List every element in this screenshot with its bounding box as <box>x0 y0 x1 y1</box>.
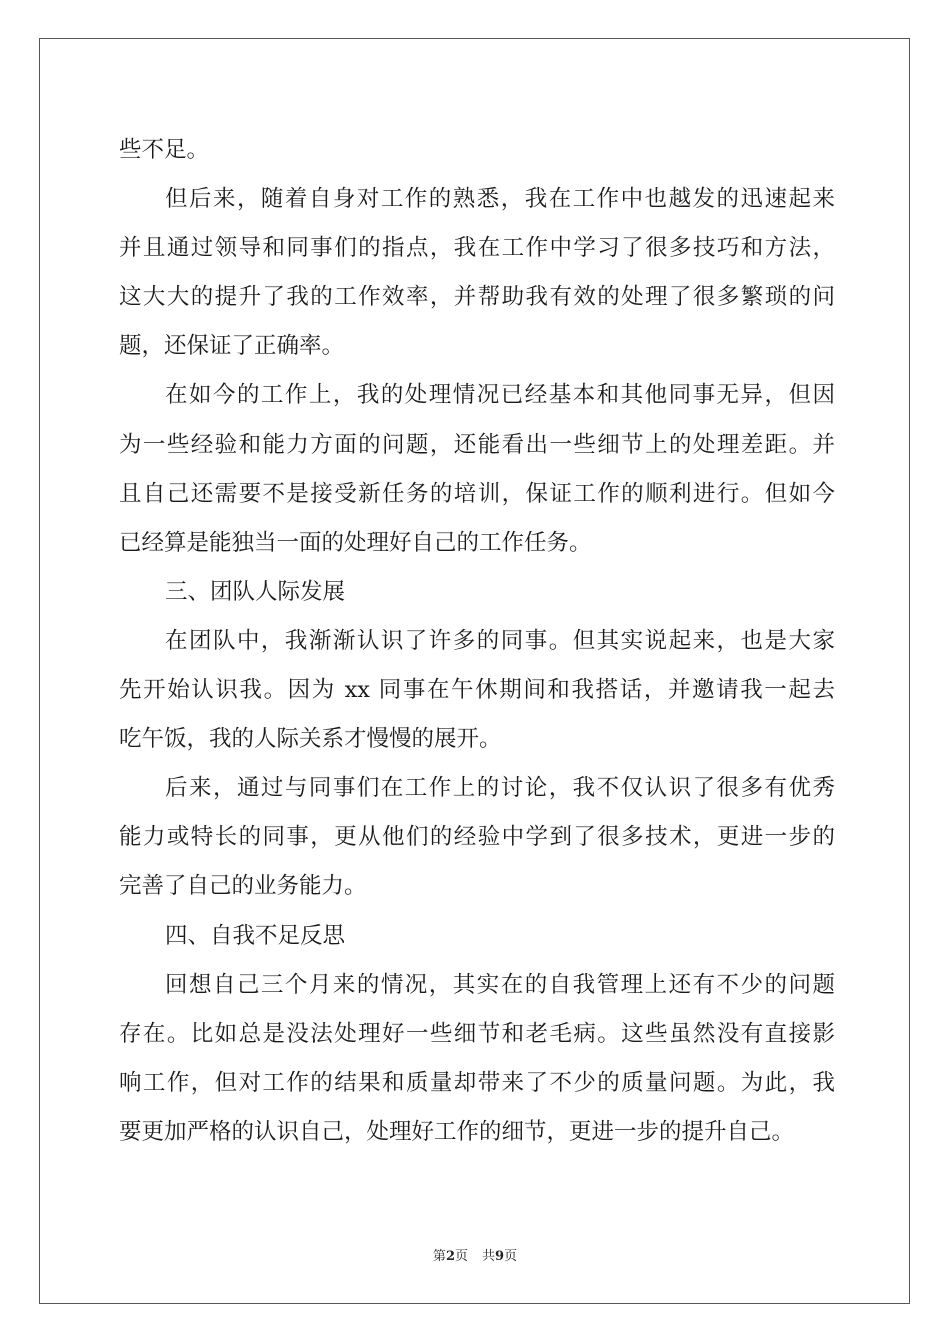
text-line: 存在。比如总是没法处理好一些细节和老毛病。这些虽然没有直接影 <box>119 1020 835 1047</box>
document-body <box>119 126 835 1157</box>
text-line: 并且通过领导和同事们的指点，我在工作中学习了很多技巧和方法， <box>119 235 835 262</box>
text-line: 题，还保证了正确率。 <box>119 333 345 360</box>
text-line: 在团队中，我渐渐认识了许多的同事。但其实说起来，也是大家 <box>165 627 835 654</box>
text-line: 些不足。 <box>119 137 210 163</box>
text-line: 完善了自己的业务能力。 <box>119 873 367 900</box>
footer-total-suffix: 页 <box>504 1249 518 1264</box>
text-line: 已经算是能独当一面的处理好自己的工作任务。 <box>119 529 592 556</box>
text-line: 在如今的工作上，我的处理情况已经基本和其他同事无异，但因 <box>165 382 835 409</box>
text-line: 后来，通过与同事们在工作上的讨论，我不仅认识了很多有优秀 <box>165 775 835 802</box>
text-line: 能力或特长的同事，更从他们的经验中学到了很多技术，更进一步的 <box>119 824 835 851</box>
text-line: 回想自己三个月来的情况，其实在的自我管理上还有不少的问题 <box>165 971 835 998</box>
text-line: 这大大的提升了我的工作效率，并帮助我有效的处理了很多繁琐的问 <box>119 284 835 311</box>
page-footer <box>0 1245 950 1264</box>
footer-total-prefix: 共 <box>482 1249 496 1264</box>
text-line: 但后来，随着自身对工作的熟悉，我在工作中也越发的迅速起来 <box>165 186 835 213</box>
footer-page-suffix: 页 <box>454 1249 468 1264</box>
footer-page-prefix: 第 <box>432 1249 446 1264</box>
text-line: 三、团队人际发展 <box>165 578 346 605</box>
text-line: 响工作，但对工作的结果和质量却带来了不少的质量问题。为此，我 <box>119 1069 835 1096</box>
text-line: 为一些经验和能力方面的问题，还能看出一些细节上的处理差距。并 <box>119 431 835 458</box>
text-line: 四、自我不足反思 <box>165 922 346 949</box>
text-line: 要更加严格的认识自己，处理好工作的细节，更进一步的提升自己。 <box>119 1118 795 1145</box>
footer-page-current: 2 <box>445 1249 455 1264</box>
text-line: 吃午饭，我的人际关系才慢慢的展开。 <box>119 726 502 753</box>
footer-page-total: 9 <box>495 1249 505 1264</box>
text-line: 先开始认识我。因为 xx 同事在午休期间和我搭话，并邀请我一起去 <box>119 677 835 704</box>
text-line: 且自己还需要不是接受新任务的培训，保证工作的顺利进行。但如今 <box>119 480 835 507</box>
